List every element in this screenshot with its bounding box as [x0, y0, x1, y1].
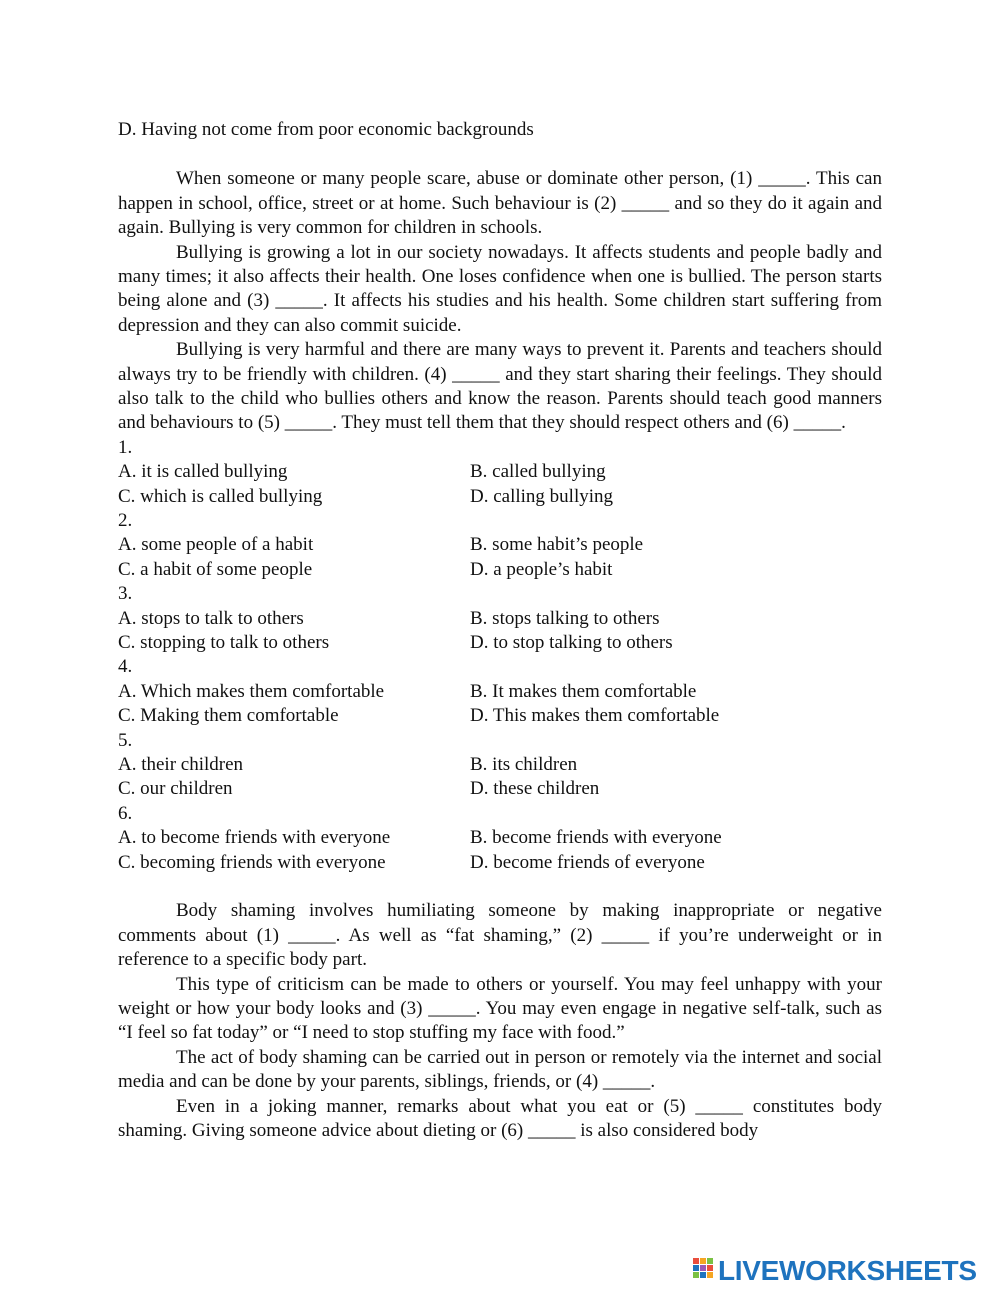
option-a[interactable]: A. stops to talk to others	[118, 607, 304, 629]
option-d[interactable]: D. to stop talking to others	[470, 632, 673, 653]
question-6	[118, 802, 882, 875]
passage-paragraph: The act of body shaming can be carried out in person or remotely via the internet and social media and can be done by your parents, siblings, friends, or (4) _____.	[118, 1046, 882, 1093]
option-a[interactable]: A. it is called bullying	[118, 461, 288, 483]
bullying-passage	[118, 167, 882, 435]
liveworksheets-logo[interactable]	[693, 1256, 977, 1286]
passage-paragraph: Body shaming involves humiliating someone by making inappropriate or negative comments about (1) _____. As well as “fat shaming,” (2) _____ if you’re underweight or in reference to a specific body part.	[118, 900, 882, 971]
question-number: 4.	[118, 656, 133, 678]
option-a[interactable]: A. their children	[118, 753, 244, 775]
question-number: 2.	[118, 510, 133, 532]
question-1	[118, 436, 882, 509]
question-4	[118, 655, 882, 728]
question-5	[118, 729, 882, 802]
passage-paragraph: When someone or many people scare, abuse or dominate other person, (1) _____. This can happen in school, office, street or at home. Such behaviour is (2) _____ and so they do it again and again. Bullying is very common for children in schools.	[118, 168, 882, 239]
option-b[interactable]: B. some habit’s people	[470, 534, 644, 556]
passage-paragraph: Even in a joking manner, remarks about what you eat or (5) _____ constitutes body shaming. Giving someone advice about dieting or (6) _____ is also considered body	[118, 1095, 882, 1141]
section-spacer	[118, 875, 882, 899]
option-c[interactable]: C. which is called bullying	[118, 485, 323, 507]
option-d[interactable]: D. calling bullying	[470, 485, 614, 507]
option-a[interactable]: A. some people of a habit	[118, 534, 314, 556]
passage-paragraph: This type of criticism can be made to others or yourself. You may feel unhappy with your weight or how your body looks and (3) _____. You may even engage in negative self-talk, such as “I feel so fat today” or “I need to stop stuffing my face with food.”	[118, 973, 882, 1044]
option-b[interactable]: B. become friends with everyone	[470, 827, 722, 849]
brand-name: LIVEWORKSHEETS	[718, 1255, 977, 1286]
option-b[interactable]: B. stops talking to others	[470, 607, 660, 629]
option-a[interactable]: A. Which makes them comfortable	[118, 680, 385, 702]
liveworksheets-logo-icon	[693, 1258, 715, 1284]
question-2	[118, 509, 882, 582]
question-number: 5.	[118, 729, 133, 751]
question-number: 1.	[118, 436, 133, 458]
question-number: 3.	[118, 583, 133, 605]
worksheet-content	[118, 118, 882, 1143]
option-a[interactable]: A. to become friends with everyone	[118, 827, 391, 849]
option-d[interactable]: D. become friends of everyone	[470, 851, 705, 873]
question-list	[118, 436, 882, 875]
passage-paragraph: Bullying is very harmful and there are many ways to prevent it. Parents and teachers should always try to be friendly with children. (4) _____ and they start sharing their feelings. They should also talk to the child who bullies others and know the reason. Parents should teach good manners and behaviours to (5) _____. They must tell them that they should respect others and (6) _____.	[118, 339, 882, 434]
option-d[interactable]: D. a people’s habit	[470, 558, 613, 580]
option-c[interactable]: C. Making them comfortable	[118, 705, 339, 727]
option-c[interactable]: C. a habit of some people	[118, 558, 313, 580]
question-3	[118, 582, 882, 655]
option-c[interactable]: C. stopping to talk to others	[118, 632, 330, 653]
previous-question-option-d: D. Having not come from poor economic backgrounds	[118, 119, 534, 140]
option-d[interactable]: D. these children	[470, 778, 600, 800]
option-c[interactable]: C. becoming friends with everyone	[118, 851, 386, 873]
option-b[interactable]: B. It makes them comfortable	[470, 680, 697, 702]
option-d[interactable]: D. This makes them comfortable	[470, 705, 720, 727]
body-shaming-passage	[118, 899, 882, 1143]
option-c[interactable]: C. our children	[118, 778, 233, 800]
option-b[interactable]: B. its children	[470, 753, 578, 775]
question-number: 6.	[118, 802, 133, 824]
passage-paragraph: Bullying is growing a lot in our society nowadays. It affects students and people badly and many times; it also affects their health. One loses confidence when one is bullied. The person starts being alone and (3) _____. It affects his studies and his health. Some children start suffering from depression and they can also commit suicide.	[118, 241, 882, 336]
option-b[interactable]: B. called bullying	[470, 461, 606, 483]
